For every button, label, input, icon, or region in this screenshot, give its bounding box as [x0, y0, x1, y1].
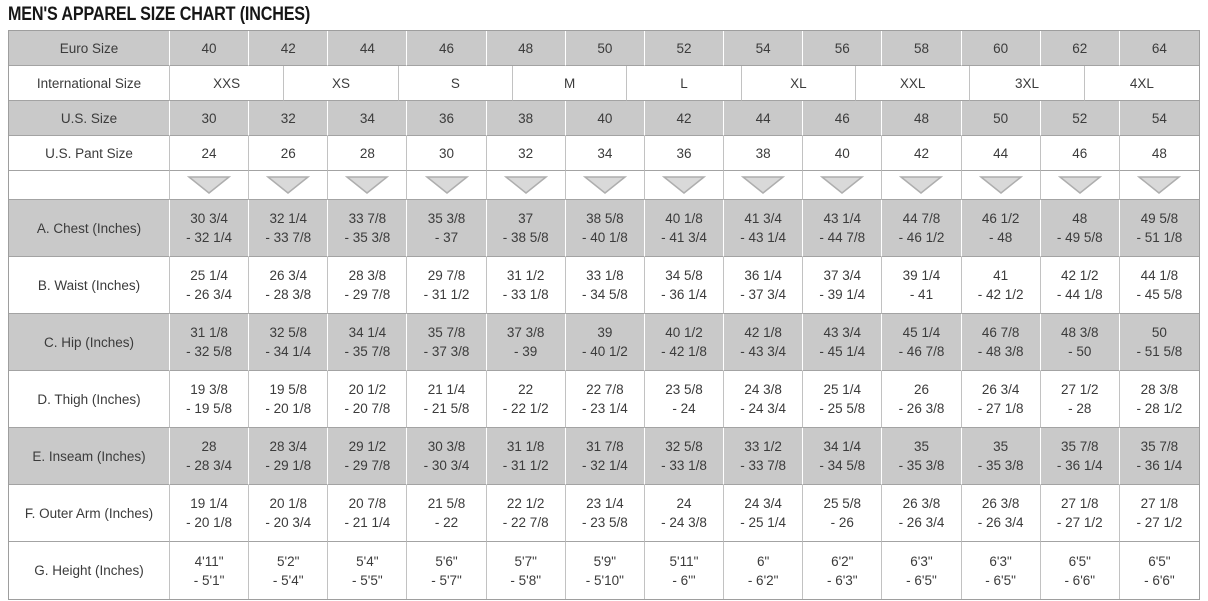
outer-arm-cell-1: 19 1/4 - 20 1/8 — [170, 485, 249, 542]
chest-cell-3: 33 7/8 - 35 3/8 — [328, 200, 407, 257]
us-pant-size-cell-5: 32 — [487, 136, 566, 171]
outer-arm-cell-3: 20 7/8 - 21 1/4 — [328, 485, 407, 542]
us-size-cell-1: 30 — [170, 101, 249, 136]
hip-cell-2: 32 5/8 - 34 1/4 — [249, 314, 328, 371]
chest-cell-10: 44 7/8 - 46 1/2 — [882, 200, 961, 257]
thigh-cell-2: 19 5/8 - 20 1/8 — [249, 371, 328, 428]
euro-size-cell-12: 62 — [1041, 31, 1120, 66]
waist-cell-12: 42 1/2 - 44 1/8 — [1041, 257, 1120, 314]
row-waist — [9, 257, 1199, 314]
triangle-down-icon — [1058, 175, 1102, 195]
height-cell-5: 5'7" - 5'8" — [487, 542, 566, 599]
hip-cell-12: 48 3/8 - 50 — [1041, 314, 1120, 371]
outer-arm-cell-5: 22 1/2 - 22 7/8 — [487, 485, 566, 542]
us-size-label: U.S. Size — [9, 101, 170, 136]
hip-cell-13: 50 - 51 5/8 — [1120, 314, 1199, 371]
inseam-cell-11: 35 - 35 3/8 — [962, 428, 1041, 485]
chest-cell-5: 37 - 38 5/8 — [487, 200, 566, 257]
waist-cell-2: 26 3/4 - 28 3/8 — [249, 257, 328, 314]
us-pant-size-cell-8: 38 — [724, 136, 803, 171]
outer-arm-cell-6: 23 1/4 - 23 5/8 — [566, 485, 645, 542]
inseam-cell-9: 34 1/4 - 34 5/8 — [803, 428, 882, 485]
euro-size-cell-6: 50 — [566, 31, 645, 66]
international-size-label: International Size — [9, 66, 170, 101]
height-cell-2: 5'2" - 5'4" — [249, 542, 328, 599]
us-size-cell-13: 54 — [1120, 101, 1199, 136]
us-size-cell-9: 46 — [803, 101, 882, 136]
thigh-cell-1: 19 3/8 - 19 5/8 — [170, 371, 249, 428]
international-size-cell-8: 3XL — [970, 66, 1084, 101]
page-title: MEN'S APPAREL SIZE CHART (INCHES) — [8, 4, 311, 25]
chest-cell-11: 46 1/2 - 48 — [962, 200, 1041, 257]
euro-size-cell-2: 42 — [249, 31, 328, 66]
us-pant-size-cell-3: 28 — [328, 136, 407, 171]
hip-cell-8: 42 1/8 - 43 3/4 — [724, 314, 803, 371]
triangle-down-icon — [504, 175, 548, 195]
hip-label: C. Hip (Inches) — [9, 314, 170, 371]
chest-cell-2: 32 1/4 - 33 7/8 — [249, 200, 328, 257]
row-euro-size — [9, 31, 1199, 66]
waist-cell-11: 41 - 42 1/2 — [962, 257, 1041, 314]
height-cell-3: 5'4" - 5'5" — [328, 542, 407, 599]
us-pant-size-cell-11: 44 — [962, 136, 1041, 171]
us-size-cell-10: 48 — [882, 101, 961, 136]
hip-cell-1: 31 1/8 - 32 5/8 — [170, 314, 249, 371]
waist-cell-6: 33 1/8 - 34 5/8 — [566, 257, 645, 314]
arrow-cell-4 — [407, 171, 486, 200]
us-size-cell-4: 36 — [407, 101, 486, 136]
triangle-down-icon — [820, 175, 864, 195]
height-cell-11: 6'3" - 6'5" — [962, 542, 1041, 599]
chest-cell-4: 35 3/8 - 37 — [407, 200, 486, 257]
outer-arm-cell-4: 21 5/8 - 22 — [407, 485, 486, 542]
thigh-cell-12: 27 1/2 - 28 — [1041, 371, 1120, 428]
thigh-cell-7: 23 5/8 - 24 — [645, 371, 724, 428]
euro-size-cell-13: 64 — [1120, 31, 1199, 66]
us-size-cell-3: 34 — [328, 101, 407, 136]
triangle-down-icon — [899, 175, 943, 195]
height-cell-10: 6'3" - 6'5" — [882, 542, 961, 599]
waist-cell-13: 44 1/8 - 45 5/8 — [1120, 257, 1199, 314]
international-size-cell-6: XL — [742, 66, 856, 101]
international-size-cell-3: S — [399, 66, 513, 101]
row-hip — [9, 314, 1199, 371]
chest-cell-6: 38 5/8 - 40 1/8 — [566, 200, 645, 257]
thigh-cell-9: 25 1/4 - 25 5/8 — [803, 371, 882, 428]
us-size-cell-8: 44 — [724, 101, 803, 136]
international-size-cell-4: M — [513, 66, 627, 101]
hip-cell-11: 46 7/8 - 48 3/8 — [962, 314, 1041, 371]
us-pant-size-cell-12: 46 — [1041, 136, 1120, 171]
row-arrow-indicators — [9, 171, 1199, 200]
waist-cell-1: 25 1/4 - 26 3/4 — [170, 257, 249, 314]
waist-cell-5: 31 1/2 - 33 1/8 — [487, 257, 566, 314]
inseam-cell-8: 33 1/2 - 33 7/8 — [724, 428, 803, 485]
hip-cell-5: 37 3/8 - 39 — [487, 314, 566, 371]
waist-cell-9: 37 3/4 - 39 1/4 — [803, 257, 882, 314]
size-chart-table — [8, 30, 1200, 600]
inseam-cell-7: 32 5/8 - 33 1/8 — [645, 428, 724, 485]
us-size-cell-12: 52 — [1041, 101, 1120, 136]
us-pant-size-cell-4: 30 — [407, 136, 486, 171]
thigh-cell-13: 28 3/8 - 28 1/2 — [1120, 371, 1199, 428]
height-cell-13: 6'5" - 6'6" — [1144, 553, 1175, 588]
height-cell-7: 5'11" - 6'" — [645, 542, 724, 599]
hip-cell-9: 43 3/4 - 45 1/4 — [803, 314, 882, 371]
inseam-cell-4: 30 3/8 - 30 3/4 — [407, 428, 486, 485]
arrow-cell-7 — [645, 171, 724, 200]
arrow-cell-1 — [170, 171, 249, 200]
outer-arm-cell-9: 25 5/8 - 26 — [803, 485, 882, 542]
us-pant-size-cell-1: 24 — [170, 136, 249, 171]
thigh-label: D. Thigh (Inches) — [9, 371, 170, 428]
us-pant-size-cell-2: 26 — [249, 136, 328, 171]
triangle-down-icon — [187, 175, 231, 195]
waist-cell-3: 28 3/8 - 29 7/8 — [328, 257, 407, 314]
outer-arm-cell-13: 27 1/8 - 27 1/2 — [1120, 485, 1199, 542]
arrow-cell-9 — [803, 171, 882, 200]
us-size-cell-5: 38 — [487, 101, 566, 136]
chest-cell-9: 43 1/4 - 44 7/8 — [803, 200, 882, 257]
chest-cell-7: 40 1/8 - 41 3/4 — [645, 200, 724, 257]
row-chest — [9, 200, 1199, 257]
arrow-cell-6 — [566, 171, 645, 200]
euro-size-cell-10: 58 — [882, 31, 961, 66]
us-size-cell-2: 32 — [249, 101, 328, 136]
us-size-cell-6: 40 — [566, 101, 645, 136]
inseam-cell-3: 29 1/2 - 29 7/8 — [328, 428, 407, 485]
inseam-label: E. Inseam (Inches) — [9, 428, 170, 485]
thigh-cell-8: 24 3/8 - 24 3/4 — [724, 371, 803, 428]
row-international-size — [9, 66, 1199, 101]
triangle-down-icon — [425, 175, 469, 195]
triangle-down-icon — [1137, 175, 1181, 195]
euro-size-cell-4: 46 — [407, 31, 486, 66]
arrow-indicators-label — [9, 171, 170, 200]
height-cell-8: 6" - 6'2" — [724, 542, 803, 599]
euro-size-cell-1: 40 — [170, 31, 249, 66]
euro-size-cell-5: 48 — [487, 31, 566, 66]
triangle-down-icon — [662, 175, 706, 195]
outer-arm-cell-11: 26 3/8 - 26 3/4 — [962, 485, 1041, 542]
us-pant-size-cell-10: 42 — [882, 136, 961, 171]
row-outer-arm — [9, 485, 1199, 542]
waist-cell-8: 36 1/4 - 37 3/4 — [724, 257, 803, 314]
waist-cell-4: 29 7/8 - 31 1/2 — [407, 257, 486, 314]
triangle-down-icon — [345, 175, 389, 195]
triangle-down-icon — [979, 175, 1023, 195]
row-height — [9, 542, 1199, 599]
height-cell-6: 5'9" - 5'10" — [566, 542, 645, 599]
triangle-down-icon — [266, 175, 310, 195]
chest-label: A. Chest (Inches) — [9, 200, 170, 257]
euro-size-cell-7: 52 — [645, 31, 724, 66]
us-pant-size-cell-6: 34 — [566, 136, 645, 171]
arrow-cell-2 — [249, 171, 328, 200]
arrow-cell-12 — [1041, 171, 1120, 200]
outer-arm-cell-12: 27 1/8 - 27 1/2 — [1041, 485, 1120, 542]
waist-cell-10: 39 1/4 - 41 — [882, 257, 961, 314]
euro-size-cell-9: 56 — [803, 31, 882, 66]
us-pant-size-cell-9: 40 — [803, 136, 882, 171]
outer-arm-cell-2: 20 1/8 - 20 3/4 — [249, 485, 328, 542]
waist-cell-7: 34 5/8 - 36 1/4 — [645, 257, 724, 314]
outer-arm-label: F. Outer Arm (Inches) — [9, 485, 170, 542]
height-label: G. Height (Inches) — [9, 542, 170, 599]
euro-size-cell-3: 44 — [328, 31, 407, 66]
us-pant-size-cell-13: 48 — [1120, 136, 1199, 171]
thigh-cell-5: 22 - 22 1/2 — [487, 371, 566, 428]
us-size-cell-7: 42 — [645, 101, 724, 136]
international-size-cell-9: 4XL — [1085, 66, 1199, 101]
euro-size-cell-8: 54 — [724, 31, 803, 66]
us-pant-size-label: U.S. Pant Size — [9, 136, 170, 171]
euro-size-label: Euro Size — [9, 31, 170, 66]
thigh-cell-10: 26 - 26 3/8 — [882, 371, 961, 428]
inseam-cell-2: 28 3/4 - 29 1/8 — [249, 428, 328, 485]
international-size-cell-2: XS — [284, 66, 398, 101]
outer-arm-cell-7: 24 - 24 3/8 — [645, 485, 724, 542]
international-size-cell-5: L — [627, 66, 741, 101]
euro-size-cell-11: 60 — [962, 31, 1041, 66]
hip-cell-4: 35 7/8 - 37 3/8 — [407, 314, 486, 371]
hip-cell-6: 39 - 40 1/2 — [566, 314, 645, 371]
chest-cell-13: 49 5/8 - 51 1/8 — [1120, 200, 1199, 257]
arrow-cell-10 — [882, 171, 961, 200]
inseam-cell-6: 31 7/8 - 32 1/4 — [566, 428, 645, 485]
thigh-cell-4: 21 1/4 - 21 5/8 — [407, 371, 486, 428]
height-cell-9: 6'2" - 6'3" — [803, 542, 882, 599]
inseam-cell-13: 35 7/8 - 36 1/4 — [1120, 428, 1199, 485]
thigh-cell-11: 26 3/4 - 27 1/8 — [962, 371, 1041, 428]
height-cell-4: 5'6" - 5'7" — [407, 542, 486, 599]
thigh-cell-3: 20 1/2 - 20 7/8 — [328, 371, 407, 428]
us-size-cell-11: 50 — [962, 101, 1041, 136]
hip-cell-7: 40 1/2 - 42 1/8 — [645, 314, 724, 371]
international-size-cell-1: XXS — [170, 66, 284, 101]
inseam-cell-12: 35 7/8 - 36 1/4 — [1041, 428, 1120, 485]
international-size-cell-7: XXL — [856, 66, 970, 101]
hip-cell-10: 45 1/4 - 46 7/8 — [882, 314, 961, 371]
triangle-down-icon — [741, 175, 785, 195]
arrow-cell-5 — [487, 171, 566, 200]
chest-cell-1: 30 3/4 - 32 1/4 — [170, 200, 249, 257]
arrow-cell-13 — [1120, 171, 1199, 200]
arrow-cell-3 — [328, 171, 407, 200]
thigh-cell-6: 22 7/8 - 23 1/4 — [566, 371, 645, 428]
waist-label: B. Waist (Inches) — [9, 257, 170, 314]
outer-arm-cell-10: 26 3/8 - 26 3/4 — [882, 485, 961, 542]
height-cell-1: 4'11" - 5'1" — [170, 542, 249, 599]
triangle-down-icon — [583, 175, 627, 195]
row-inseam — [9, 428, 1199, 485]
inseam-cell-5: 31 1/8 - 31 1/2 — [487, 428, 566, 485]
chest-cell-8: 41 3/4 - 43 1/4 — [724, 200, 803, 257]
arrow-cell-11 — [962, 171, 1041, 200]
outer-arm-cell-8: 24 3/4 - 25 1/4 — [724, 485, 803, 542]
hip-cell-3: 34 1/4 - 35 7/8 — [328, 314, 407, 371]
inseam-cell-10: 35 - 35 3/8 — [882, 428, 961, 485]
row-us-pant-size — [9, 136, 1199, 171]
height-cell-12: 6'5" - 6'6" — [1041, 542, 1120, 599]
arrow-cell-8 — [724, 171, 803, 200]
row-thigh — [9, 371, 1199, 428]
row-us-size — [9, 101, 1199, 136]
us-pant-size-cell-7: 36 — [645, 136, 724, 171]
inseam-cell-1: 28 - 28 3/4 — [170, 428, 249, 485]
chest-cell-12: 48 - 49 5/8 — [1041, 200, 1120, 257]
